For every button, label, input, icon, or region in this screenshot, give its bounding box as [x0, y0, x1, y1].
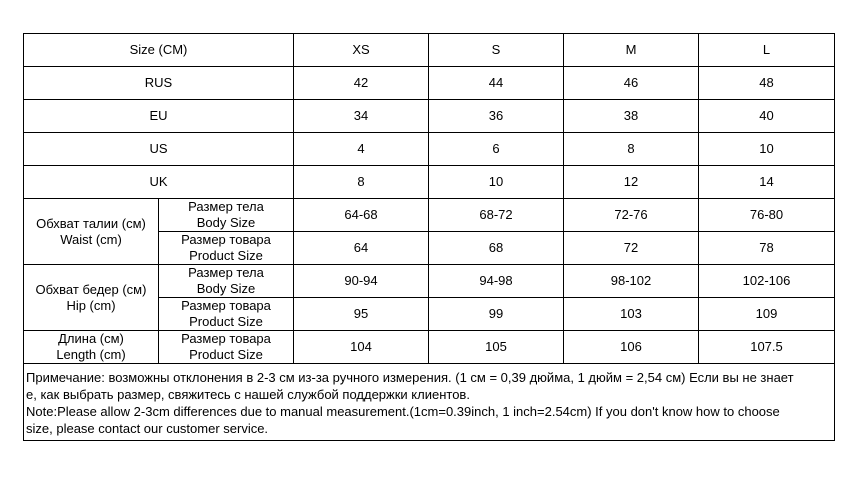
table-cell: 72 [564, 232, 699, 265]
hip-product-sub-label [159, 298, 294, 331]
size-header-label: Size (CM) [24, 34, 294, 67]
waist-group-label [24, 199, 159, 265]
hip-body-sub-label [159, 265, 294, 298]
length-label-en: Length (cm) [56, 347, 126, 362]
sub-label-en: Product Size [189, 248, 263, 263]
table-cell: 8 [564, 133, 699, 166]
table-row-rus [24, 67, 835, 100]
sub-label-ru: Размер товара [181, 298, 271, 313]
table-cell: 105 [429, 331, 564, 364]
note-ru-line-2: е, как выбрать размер, свяжитесь с нашей службой поддержки клиентов. [26, 387, 470, 402]
table-cell: 40 [699, 100, 835, 133]
table-row-hip-body [24, 265, 835, 298]
table-cell: 99 [429, 298, 564, 331]
row-label: US [24, 133, 294, 166]
note-en-line-2: size, please contact our customer service. [26, 421, 269, 436]
table-cell: 95 [294, 298, 429, 331]
table-cell: 104 [294, 331, 429, 364]
sub-label-en: Body Size [196, 281, 256, 296]
measurement-note [24, 364, 835, 441]
table-row-eu [24, 100, 835, 133]
table-cell: 98-102 [564, 265, 699, 298]
table-cell: 36 [429, 100, 564, 133]
size-header-l: L [699, 34, 835, 67]
sub-label-ru: Размер тела [188, 199, 264, 214]
table-cell: 78 [699, 232, 835, 265]
hip-label-ru: Обхват бедер (см) [35, 281, 147, 297]
table-cell: 38 [564, 100, 699, 133]
table-cell: 90-94 [294, 265, 429, 298]
table-row-waist-body [24, 199, 835, 232]
table-cell: 64 [294, 232, 429, 265]
table-cell: 68-72 [429, 199, 564, 232]
hip-label-en: Hip (cm) [66, 297, 116, 313]
row-label: UK [24, 166, 294, 199]
size-header-s: S [429, 34, 564, 67]
row-label: RUS [24, 67, 294, 100]
table-cell: 94-98 [429, 265, 564, 298]
table-row-uk [24, 166, 835, 199]
table-cell: 42 [294, 67, 429, 100]
table-row-length [24, 331, 835, 364]
table-cell: 102-106 [699, 265, 835, 298]
note-row [24, 364, 835, 441]
sub-label-ru: Размер товара [181, 331, 271, 346]
table-row-us [24, 133, 835, 166]
waist-label-ru: Обхват талии (см) [36, 215, 146, 231]
table-cell: 68 [429, 232, 564, 265]
length-group-label [24, 331, 159, 364]
table-cell: 14 [699, 166, 835, 199]
table-cell: 109 [699, 298, 835, 331]
table-cell: 44 [429, 67, 564, 100]
table-cell: 46 [564, 67, 699, 100]
hip-group-label [24, 265, 159, 331]
size-chart-table [23, 33, 835, 441]
table-cell: 48 [699, 67, 835, 100]
size-header-xs: XS [294, 34, 429, 67]
waist-body-sub-label [159, 199, 294, 232]
table-cell: 34 [294, 100, 429, 133]
note-en-line-1: Note:Please allow 2-3cm differences due to manual measurement.(1cm=0.39inch, 1 inch=2.54cm) If you don't know how to choose [26, 404, 780, 419]
sub-label-en: Product Size [189, 347, 263, 362]
table-cell: 4 [294, 133, 429, 166]
length-label-ru: Длина (см) [58, 331, 124, 346]
sub-label-ru: Размер товара [181, 232, 271, 247]
table-cell: 10 [429, 166, 564, 199]
table-cell: 76-80 [699, 199, 835, 232]
waist-label-en: Waist (cm) [60, 231, 122, 247]
table-cell: 72-76 [564, 199, 699, 232]
table-cell: 6 [429, 133, 564, 166]
sub-label-en: Body Size [196, 215, 256, 230]
note-ru-line-1: Примечание: возможны отклонения в 2-3 см из-за ручного измерения. (1 см = 0,39 дюйма, 1 дюйм = 2,54 см) Если вы не знает [26, 370, 794, 385]
table-cell: 107.5 [699, 331, 835, 364]
sub-label-en: Product Size [189, 314, 263, 329]
table-cell: 12 [564, 166, 699, 199]
length-product-sub-label [159, 331, 294, 364]
table-cell: 103 [564, 298, 699, 331]
size-header-m: M [564, 34, 699, 67]
header-row [24, 34, 835, 67]
table-cell: 8 [294, 166, 429, 199]
sub-label-ru: Размер тела [188, 265, 264, 280]
row-label: EU [24, 100, 294, 133]
table-cell: 10 [699, 133, 835, 166]
table-cell: 106 [564, 331, 699, 364]
table-cell: 64-68 [294, 199, 429, 232]
waist-product-sub-label [159, 232, 294, 265]
